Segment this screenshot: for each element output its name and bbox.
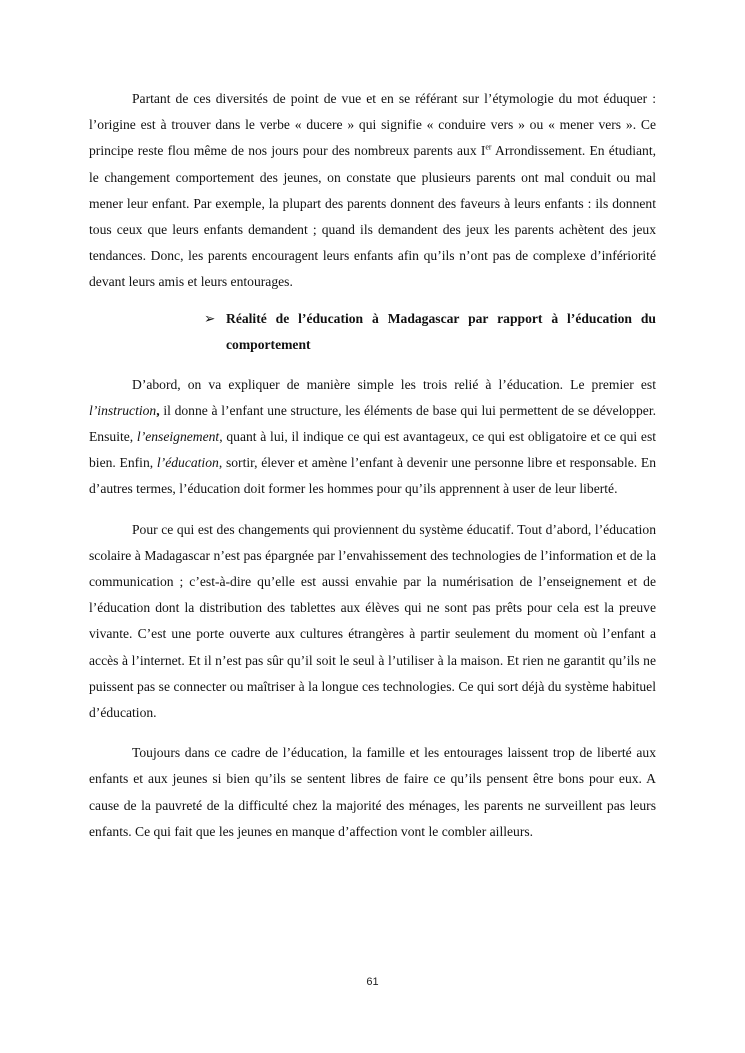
section-heading (204, 306, 656, 358)
paragraph-definitions-text-c: , quant à lui, il indique ce qui est avantageux, ce qui est obligatoire et ce qui est bien. Enfin, (89, 429, 657, 471)
page-number: 61 (366, 976, 379, 988)
term-education: l’éducation (156, 455, 219, 471)
term-instruction: l’instruction (89, 402, 157, 418)
paragraph-etymology (89, 86, 656, 296)
paragraph-definitions-text-b: il donne à l’enfant une structure, les éléments de base qui lui permettent de se développer. Ensuite, (89, 402, 656, 445)
paragraph-definitions-text-a: D’abord, on va expliquer de manière simple les trois relié à l’éducation. Le premier est (132, 376, 656, 392)
paragraph-education-system: Pour ce qui est des changements qui proviennent du système éducatif. Tout d’abord, l’éducation scolaire à Madagascar n’est pas épargnée par l’envahissement des technologies de l’information et de la communication ; c’est-à-dire qu’elle est aussi envahie par la numérisation de l’enseignement et de l’éducation dont la distribution des tablettes aux élèves qui ne sont pas prêts pour cela est la preuve vivante. C’est une porte ouverte aux cultures étrangères à partir seulement du moment où l’enfant a accès à l’internet. Et il n’est pas sûr qu’il soit le seul à l’utiliser à la maison. Et rien ne garantit qu’ils ne puissent pas se connecter ou maîtriser à la longue ces technologies. Ce qui sort déjà du système habituel d’éducation. (89, 521, 656, 721)
term-comma: , (156, 402, 160, 418)
paragraph-etymology-text-b: Arrondissement. En étudiant, le changement comportement des jeunes, on constate que plusieurs parents ont mal conduit ou mal mener leur enfant. Par exemple, la plupart des parents donnent des faveurs à leurs enfants : ils donnent tous ceux que leurs enfants demandent ; quand ils demandent des jeux les parents achètent des jeux tendances. Donc, les parents encouragent leurs enfants afin qu’ils n’ont pas de complexe d’infériorité devant leurs amis et leurs entourages. (89, 143, 656, 290)
paragraph-family-freedom: Toujours dans ce cadre de l’éducation, la famille et les entourages laissent trop de liberté aux enfants et aux jeunes si bien qu’ils se sentent libres de faire ce qu’ils pensent être bons pour eux. A cause de la pauvreté de la difficulté chez la majorité des ménages, les parents ne surveillent pas leurs enfants. Ce qui fait que les jeunes en manque d’affection vont le combler ailleurs. (89, 745, 656, 839)
paragraph-definitions-text-d: , sortir, élever et amène l’enfant à devenir une personne libre et responsable. En d’autres termes, l’éducation doit former les hommes pour qu’ils apprennent à user de leur liberté. (89, 455, 657, 497)
term-enseignement: l’enseignement (136, 429, 220, 445)
section-heading-text: Réalité de l’éducation à Madagascar par rapport à l’éducation du comportement (226, 310, 656, 352)
ordinal-superscript: er (485, 142, 492, 152)
document-body (89, 86, 656, 845)
paragraph-etymology-text-a: Partant de ces diversités de point de vue et en se référant sur l’étymologie du mot éduquer : l’origine est à trouver dans le verbe « ducere » qui signifie « conduire vers » ou « mener vers ». Ce principe reste flou même de nos jours pour des nombreux parents aux I (89, 91, 656, 159)
paragraph-definitions (89, 372, 656, 503)
arrow-bullet-icon: ➢ (204, 310, 216, 326)
